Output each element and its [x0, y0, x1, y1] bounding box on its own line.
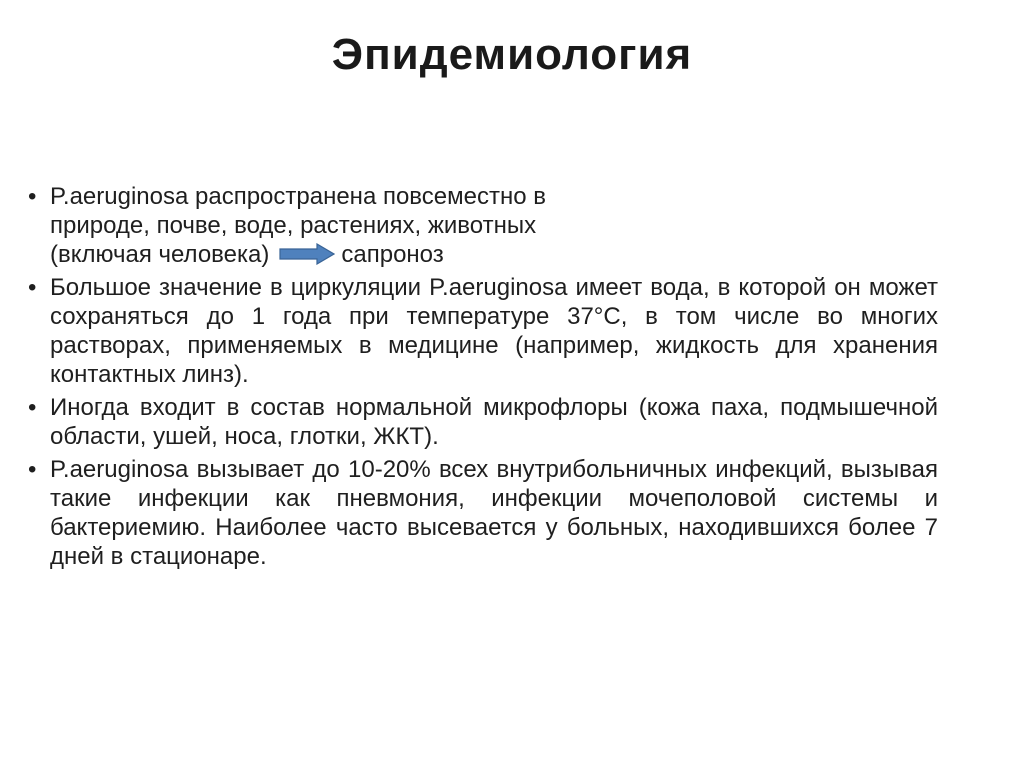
bullet-list	[28, 182, 938, 575]
bullet-item-microflora	[28, 393, 938, 451]
bullet-marker: •	[28, 456, 37, 483]
bullet-text: P.aeruginosa вызывает до 10-20% всех внутрибольничных инфекций, вызывая такие инфекции как пневмония, инфекции мочеполовой системы и бактериемию. Наиболее часто высевается у больных, находившихся более 7 дней в стационаре.	[50, 456, 938, 570]
bullet-item-water	[28, 273, 938, 389]
bullet-line-with-arrow	[50, 240, 690, 269]
bullet-item-distribution	[28, 182, 690, 269]
right-arrow-icon	[279, 243, 335, 265]
bullet-text	[50, 182, 690, 269]
bullet-marker: •	[28, 394, 37, 421]
bullet-marker: •	[28, 274, 37, 301]
bullet-item-nosocomial	[28, 455, 938, 571]
bullet-line: P.aeruginosa распространена повсеместно в	[50, 183, 546, 210]
bullet-line: природе, почве, воде, растениях, животных	[50, 212, 537, 239]
bullet-text: Большое значение в циркуляции P.aeruginosa имеет вода, в которой он может сохраняться до 1 года при температуре 37°С, в том числе во многих растворах, применяемых в медицине (например, жидкость для хранения контактных линз).	[50, 274, 938, 388]
right-arrow-graphic	[279, 243, 335, 265]
slide-title: Эпидемиология	[331, 30, 693, 79]
bullet-text: Иногда входит в состав нормальной микрофлоры (кожа паха, подмышечной области, ушей, носа, глотки, ЖКТ).	[50, 394, 938, 450]
bullet-line-part: (включая человека)	[50, 241, 270, 268]
bullet-marker: •	[28, 183, 37, 210]
bullet-line-part: сапроноз	[341, 241, 444, 268]
